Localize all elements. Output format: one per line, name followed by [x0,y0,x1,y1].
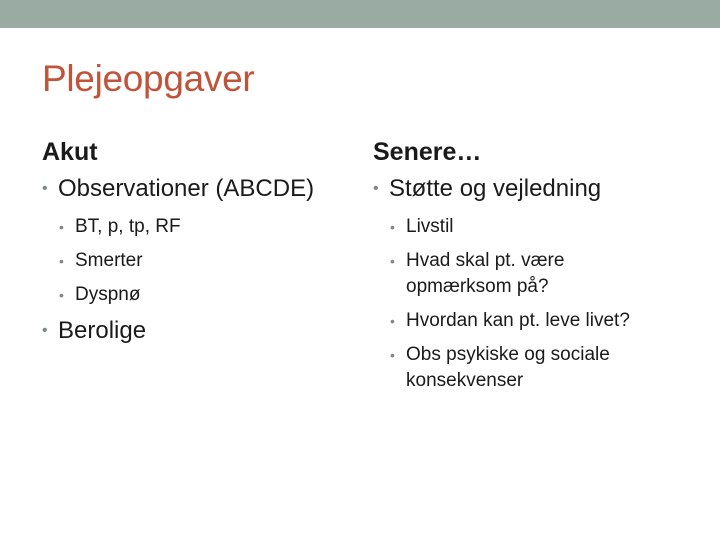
bullet-icon: • [390,313,395,329]
sub-bullet-item [390,214,656,240]
sub-bullet-item [390,342,696,394]
sub-bullet-text: BT, p, tp, RF [75,216,181,237]
sub-bullet-item [59,282,342,308]
sub-bullet-text: Dyspnø [75,284,141,305]
sub-bullet-item [390,308,656,334]
sub-bullet-text: Hvordan kan pt. leve livet? [406,310,630,331]
right-column-heading: Senere… [373,138,482,166]
sub-bullet-text: Livstil [406,216,454,237]
bullet-icon: • [59,253,64,269]
bullet-icon: • [59,287,64,303]
sub-bullet-text: Smerter [75,250,143,271]
bullet-icon: • [390,347,395,363]
sub-bullet-item [59,214,342,240]
sub-bullet-text: Obs psykiske og sociale konsekvenser [406,344,610,391]
bullet-icon: • [42,180,48,197]
right-column [373,138,703,402]
sub-bullet-item [59,248,342,274]
top-accent-bar [0,0,720,28]
bullet-item-text: Støtte og vejledning [389,175,602,202]
left-column-heading: Akut [42,138,98,166]
sub-bullet-item [390,248,626,300]
bullet-item-text: Berolige [58,317,147,344]
bullet-icon: • [42,322,48,339]
bullet-item [373,174,703,204]
bullet-icon: • [390,253,395,269]
bullet-item-text: Observationer (ABCDE) [58,175,315,202]
left-column [42,138,342,352]
sub-bullet-text: Hvad skal pt. være opmærksom på? [406,250,565,297]
bullet-icon: • [390,219,395,235]
bullet-icon: • [59,219,64,235]
slide-title: Plejeopgaver [42,58,255,99]
bullet-icon: • [373,180,379,197]
bullet-item [42,316,342,346]
bullet-item [42,174,342,204]
